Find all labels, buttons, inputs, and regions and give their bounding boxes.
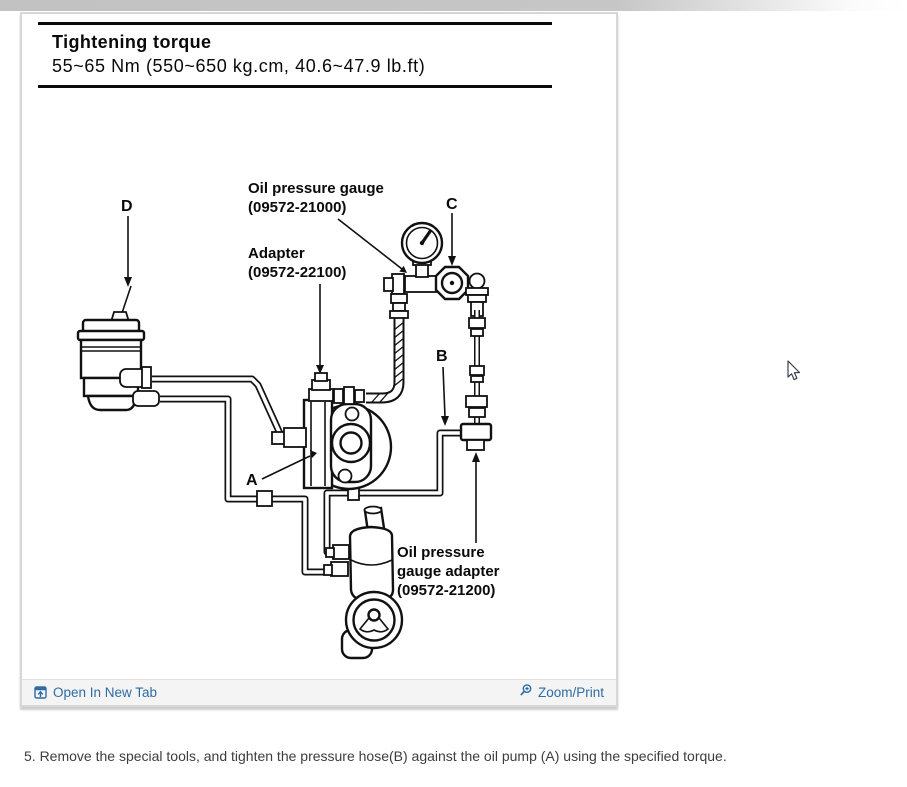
gauge-label-line1: Oil pressure gauge [248,180,384,197]
point-c-label: C [446,196,458,213]
torque-title: Tightening torque [52,32,212,52]
gauge-label-line2: (09572-21000) [248,199,347,216]
point-b-label: B [436,348,448,365]
callout-point-d [121,198,133,287]
torque-spec: 55~65 Nm (550~650 kg.cm, 40.6~47.9 lb.ft) [52,56,426,76]
gauge-adapter-label-line3: (09572-21200) [397,582,496,599]
header-rule-bottom [38,85,552,88]
header-rule-top [38,22,552,25]
open-in-new-tab-label: Open In New Tab [53,685,158,700]
reservoir-tank [78,286,159,410]
pressure-hose-hatched [366,316,404,402]
adapter-label-line1: Adapter [248,245,305,262]
top-bar [0,0,907,11]
frame-footer [22,679,616,705]
gauge-adapter-label-line1: Oil pressure [397,544,485,561]
point-d-label: D [121,198,133,215]
shutoff-valve [436,267,468,299]
open-in-new-tab-icon [34,686,47,699]
point-a-label: A [246,472,258,489]
zoom-print-link[interactable] [519,684,604,702]
callout-adapter [248,245,346,374]
pressure-hose-fitting-b [461,424,491,450]
oil-pump [272,373,391,489]
gauge-adapter-label-line2: gauge adapter [397,563,500,580]
mouse-cursor [787,360,802,382]
adapter-label-line2: (09572-22100) [248,264,347,281]
callout-point-b [436,348,449,426]
zoom-in-icon [519,684,532,697]
step-instruction: 5. Remove the special tools, and tighten the pressure hose(B) against the oil pump (A) using the specified torque. [24,748,727,764]
steering-gear [324,507,402,659]
document-frame [20,12,618,707]
open-in-new-tab-link[interactable] [34,685,157,700]
adapter-fitting [309,373,364,404]
diagram [22,100,616,678]
pressure-gauge-dial [402,223,442,263]
callout-point-c [446,196,458,266]
callout-gauge-adapter [397,452,500,599]
zoom-print-label: Zoom/Print [537,685,604,700]
